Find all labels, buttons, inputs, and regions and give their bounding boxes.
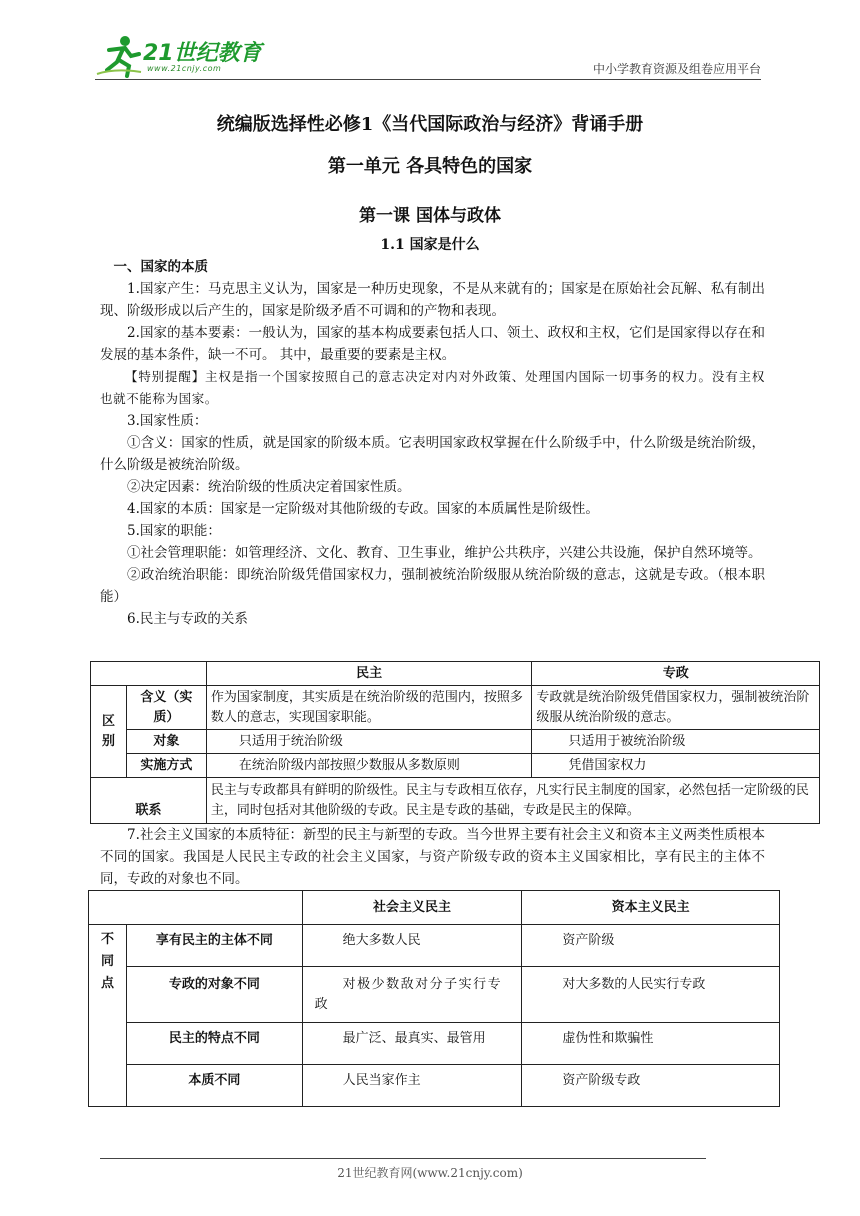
cell-capitalist: 对大多数的人民实行专政 bbox=[522, 967, 780, 1023]
paragraph-nature-factor: ②决定因素：统治阶级的性质决定着国家性质。 bbox=[127, 479, 411, 495]
row-label-method: 实施方式 bbox=[126, 754, 206, 778]
paragraph-socialist-feature: 7.社会主义国家的本质特征：新型的民主与新型的专政。当今世界主要有社会主义和资本主义两类性质根本不同的国家。我国是人民民主专政的社会主义国家，与资产阶级专政的资本主义国家相比，享有民主的主体不同，专政的对象也不同。 bbox=[100, 827, 765, 887]
paragraph-function-social: ①社会管理职能：如管理经济、文化、教育、卫生事业，维护公共秩序，兴建公共设施，保护自然环境等。 bbox=[127, 545, 762, 561]
row-label: 民主的特点不同 bbox=[126, 1023, 302, 1065]
table-row bbox=[89, 1023, 780, 1065]
paragraph-origin: 1.国家产生：马克思主义认为，国家是一种历史现象，不是从来就有的；国家是在原始社会瓦解、私有制出现、阶级形成以后产生的，国家是阶级矛盾不可调和的产物和表现。 bbox=[100, 281, 765, 319]
table-cell-empty bbox=[91, 662, 207, 686]
header-capitalist: 资本主义民主 bbox=[522, 891, 780, 925]
lesson-title: 第一课 国体与政体 bbox=[359, 206, 501, 226]
cell-capitalist: 资产阶级 bbox=[522, 925, 780, 967]
platform-name: 中小学教育资源及组卷应用平台 bbox=[592, 62, 761, 76]
group-differences: 不同点 bbox=[89, 925, 127, 1107]
row-label-meaning: 含义（实质） bbox=[126, 686, 206, 730]
body-text-block bbox=[100, 256, 765, 630]
section-title: 1.1 国家是什么 bbox=[380, 237, 480, 253]
logo-text: 21世纪教育 bbox=[143, 41, 262, 66]
table-row bbox=[91, 730, 820, 754]
paragraph-nature: 3.国家性质： bbox=[127, 413, 208, 429]
cell-socialist: 绝大多数人民 bbox=[302, 925, 522, 967]
cell-link: 民主与专政都具有鲜明的阶级性。民主与专政相互依存，凡实行民主制度的国家，必然包括一定阶级的民主，同时包括对其他阶级的专政。民主是专政的基础，专政是民主的保障。 bbox=[206, 778, 819, 824]
footer-divider bbox=[100, 1158, 706, 1159]
runner-logo-icon bbox=[95, 34, 143, 78]
body-text-block-2 bbox=[100, 824, 765, 890]
logo-url: www.21cnjy.com bbox=[147, 64, 222, 73]
cell-socialist: 人民当家作主 bbox=[302, 1065, 522, 1107]
header-democracy: 民主 bbox=[206, 662, 532, 686]
cell-meaning-dictatorship: 专政就是统治阶级凭借国家权力，强制被统治阶级服从统治阶级的意志。 bbox=[532, 686, 820, 730]
table-row bbox=[89, 1065, 780, 1107]
page-header bbox=[95, 34, 761, 80]
header-socialist: 社会主义民主 bbox=[302, 891, 522, 925]
table-row bbox=[89, 925, 780, 967]
document-title: 统编版选择性必修1《当代国际政治与经济》背诵手册 bbox=[216, 114, 644, 135]
table-row bbox=[91, 686, 820, 730]
socialist-capitalist-table bbox=[88, 890, 780, 1107]
cell-target-dictatorship: 只适用于被统治阶级 bbox=[532, 730, 820, 754]
paragraph-function-political: ②政治统治职能：即统治阶级凭借国家权力，强制被统治阶级服从统治阶级的意志，这就是专政。（根本职能） bbox=[100, 567, 765, 605]
paragraph-essence: 4.国家的本质：国家是一定阶级对其他阶级的专政。国家的本质属性是阶级性。 bbox=[127, 501, 599, 517]
table-row bbox=[91, 778, 820, 824]
table-cell-empty bbox=[89, 891, 303, 925]
site-logo[interactable] bbox=[95, 34, 265, 78]
cell-method-dictatorship: 凭借国家权力 bbox=[532, 754, 820, 778]
table-row bbox=[91, 662, 820, 686]
cell-capitalist: 虚伪性和欺骗性 bbox=[522, 1023, 780, 1065]
row-label: 专政的对象不同 bbox=[126, 967, 302, 1023]
group-difference: 区别 bbox=[91, 686, 127, 778]
row-label-target: 对象 bbox=[126, 730, 206, 754]
table-row bbox=[89, 967, 780, 1023]
paragraph-elements: 2.国家的基本要素：一般认为，国家的基本构成要素包括人口、领土、政权和主权，它们是国家得以存在和发展的基本条件，缺一不可。 其中，最重要的要素是主权。 bbox=[100, 325, 765, 363]
row-label-link: 联系 bbox=[91, 778, 207, 824]
paragraph-nature-meaning: ①含义：国家的性质，就是国家的阶级本质。它表明国家政权掌握在什么阶级手中，什么阶级是统治阶级，什么阶级是被统治阶级。 bbox=[100, 435, 765, 473]
table-row bbox=[89, 891, 780, 925]
unit-title: 第一单元 各具特色的国家 bbox=[327, 156, 533, 177]
table-row bbox=[91, 754, 820, 778]
header-dictatorship: 专政 bbox=[532, 662, 820, 686]
democracy-dictatorship-table bbox=[90, 661, 820, 824]
cell-socialist: 最广泛、最真实、最管用 bbox=[302, 1023, 522, 1065]
cell-socialist: 对极少数敌对分子实行专政 bbox=[302, 967, 522, 1023]
row-label: 本质不同 bbox=[126, 1065, 302, 1107]
row-label: 享有民主的主体不同 bbox=[126, 925, 302, 967]
header-divider bbox=[95, 79, 761, 80]
cell-capitalist: 资产阶级专政 bbox=[522, 1065, 780, 1107]
paragraph-relation: 6.民主与专政的关系 bbox=[127, 611, 248, 627]
paragraph-functions: 5.国家的职能： bbox=[127, 523, 221, 539]
special-tip: 【特别提醒】主权是指一个国家按照自己的意志决定对内对外政策、处理国内国际一切事务的权力。没有主权也就不能称为国家。 bbox=[100, 369, 765, 406]
cell-method-democracy: 在统治阶级内部按照少数服从多数原则 bbox=[206, 754, 532, 778]
heading-nature: 一、国家的本质 bbox=[113, 259, 208, 275]
cell-meaning-democracy: 作为国家制度，其实质是在统治阶级的范围内，按照多数人的意志，实现国家职能。 bbox=[206, 686, 532, 730]
cell-target-democracy: 只适用于统治阶级 bbox=[206, 730, 532, 754]
page-footer[interactable]: 21世纪教育网(www.21cnjy.com) bbox=[337, 1166, 523, 1180]
